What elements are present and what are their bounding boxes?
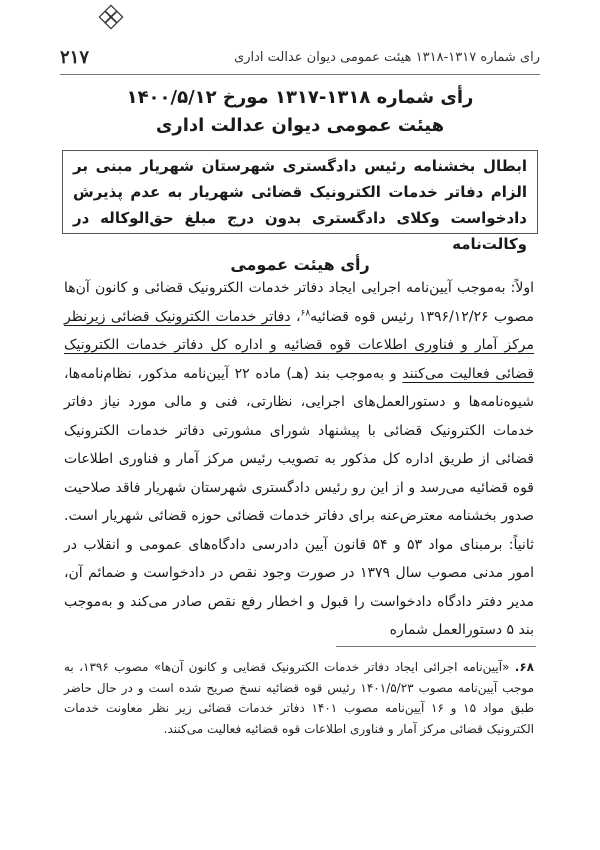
court-title: هیئت عمومی دیوان عدالت اداری (155, 115, 445, 136)
diamond-ornament-icon (100, 6, 122, 28)
footnote-text: «آیین‌نامه اجرائی ایجاد دفاتر خدمات الکترونیک قضایی و کانون آن‌ها» مصوب ۱۳۹۶، به موجب آیین‌نامه مصوب ۱۴۰۱/۵/۲۳ رئیس قوه قضائیه نسخ صریح شده است و در حال حاضر طبق مواد ۱۵ و ۱۶ آیین‌نامه مصوب ۱۴۰۱ دفاتر خدمات قضائی زیر نظر معاونت خدمات الکترونیک قضائی مرکز آمار و فناوری اطلاعات قوه قضائیه فعالیت می‌کنند. (64, 660, 535, 736)
ruling-title: رأی شماره ۱۳۱۸-۱۳۱۷ مورخ ۱۴۰۰/۵/۱۲ (126, 87, 474, 108)
page-number: ۲۱۷ (60, 46, 90, 68)
running-header (60, 40, 540, 74)
footnote (64, 657, 534, 739)
underlined-text: دفاتر خدمات الکترونیک قضائی زیرنظر مرکز آمار و فناوری اطلاعات قوه قضائیه و اداره کل دفاتر خدمات الکترونیک قضائی فعالیت می‌کنند (64, 308, 534, 382)
footnote-number: ۶۸. (514, 660, 535, 674)
header-divider (60, 74, 540, 75)
footnote-reference[interactable]: ۶۸ (300, 307, 311, 318)
footnote-divider (336, 646, 536, 647)
ruling-title-block (60, 84, 540, 140)
body-text-part: اولاً: به‌موجب آیین‌نامه اجرایی ایجاد دفاتر خدمات الکترونیک قضائی و کانون آن‌ها مصوب ۱۳۹۶/۱۲/۲۶ رئیس قوه قضائیه (64, 280, 534, 325)
section-heading: رأی هیئت عمومی (230, 255, 370, 274)
running-header-title: رای شماره ۱۳۱۷-۱۳۱۸ هیئت عمومی دیوان عدالت اداری (234, 49, 540, 65)
subject-box: ابطال بخشنامه رئیس دادگستری شهرستان شهریار مبنی بر الزام دفاتر خدمات الکترونیک قضائی شهریار به عدم پذیرش دادخواست وکلای دادگستری بدون درج مبلغ حق‌الوکاله در وکالت‌نامه (62, 150, 538, 234)
body-text-part: و به‌موجب بند (هـ) ماده ۲۲ آیین‌نامه مذکور، نظام‌نامه‌ها، شیوه‌نامه‌ها و دستورالعمل‌های اجرایی، نظارتی، فنی و مالی مورد نیاز دفاتر خدمات الکترونیک قضائی با پیشنهاد شورای مشورتی دفاتر خدمات الکترونیک قضائی از طریق اداره کل مذکور به تصویب رئیس مرکز آمار و فناوری اطلاعات قوه قضائیه می‌رسد و از این رو رئیس دادگستری شهرستان شهریار فاقد صلاحیت صدور بخشنامه معترض‌عنه برای دفاتر خدمات قضائی حوزه قضائی شهریار است. ثانیاً: برمبنای مواد ۵۳ و ۵۴ قانون آیین دادرسی دادگاه‌های عمومی و انقلاب در امور مدنی مصوب سال ۱۳۷۹ در صورت وجود نقص در دادخواست و ضمائم آن، مدیر دفتر دادگاه دادخواست را قبول و اخطار رفع نقص صادر می‌کند و به‌موجب بند ۵ دستورالعمل شماره (64, 365, 534, 638)
ruling-body (64, 274, 534, 638)
body-text-part: ، (290, 308, 301, 325)
